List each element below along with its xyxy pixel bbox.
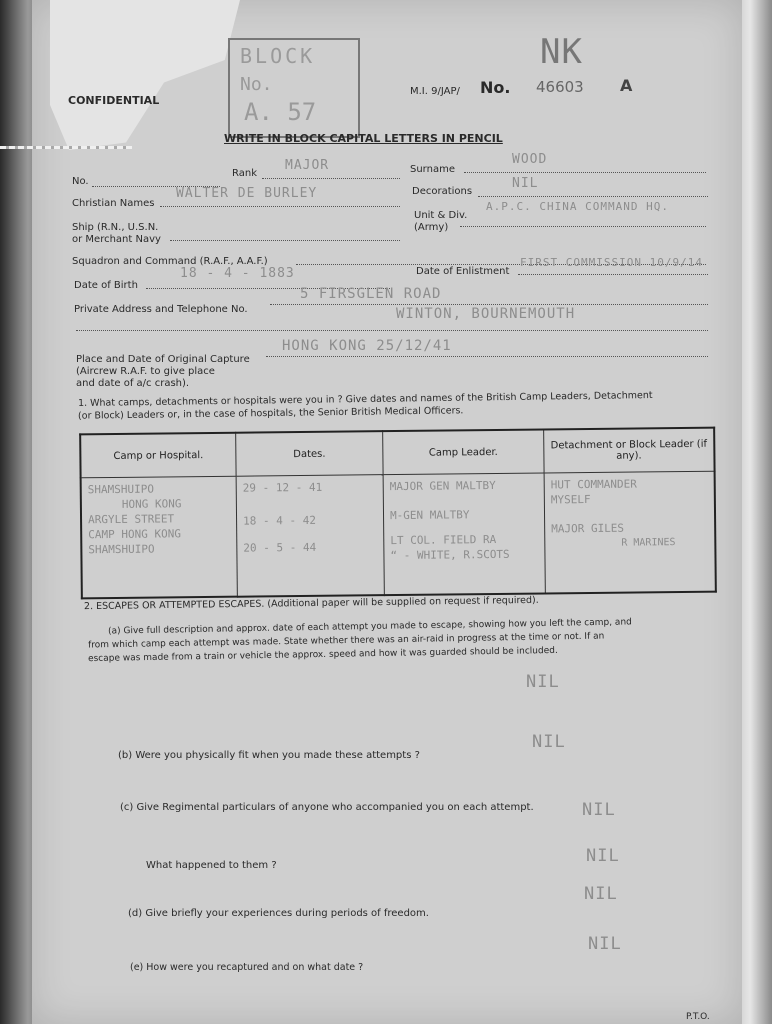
pto-label: P.T.O.: [686, 1012, 710, 1022]
stamp-line-2: No.: [240, 74, 273, 95]
block-leader-entry: R MARINES: [621, 537, 676, 549]
leader-entry: “ - WHITE, R.SCOTS: [390, 547, 510, 563]
enlistment-value: FIRST COMMISSION 10/9/14: [520, 256, 703, 269]
ship-label-2: or Merchant Navy: [72, 234, 161, 245]
dates-cell: [236, 475, 384, 597]
header-camp: Camp or Hospital.: [80, 433, 236, 478]
block-leader-entry: HUT COMMANDER: [550, 477, 637, 492]
q2b-answer: NIL: [532, 732, 566, 752]
ship-label-1: Ship (R.N., U.S.N.: [72, 222, 159, 233]
q2c2-answer: NIL: [586, 846, 620, 866]
ship-line: [170, 240, 400, 241]
address-line-1: 5 FIRSGLEN ROAD: [300, 286, 442, 302]
leader-entry: LT COL. FIELD RA: [390, 532, 497, 548]
date-entry: 29 - 12 - 41: [242, 480, 323, 495]
decorations-value: NIL: [512, 176, 539, 191]
number-label: No.: [480, 78, 511, 97]
q2b-text: (b) Were you physically fit when you made these attempts ?: [118, 750, 420, 761]
q2c-text: (c) Give Regimental particulars of anyone who accompanied you on each attempt.: [120, 802, 534, 813]
unit-value: A.P.C. CHINA COMMAND HQ.: [486, 200, 669, 213]
enlistment-label: Date of Enlistment: [416, 266, 510, 277]
address-label: Private Address and Telephone No.: [74, 304, 248, 315]
camp-entry: SHAMSHUIPO: [88, 542, 155, 557]
camps-table: [79, 427, 717, 600]
q2a-text-2: from which camp each attempt was made. State whether there was an air-raid in progress at the time or not. If an: [87, 631, 605, 651]
q2d-answer: NIL: [584, 884, 618, 904]
capture-line: [266, 356, 708, 357]
handwritten-initials: NK: [540, 32, 583, 72]
block-leaders-cell: [544, 471, 716, 593]
decorations-line: [478, 196, 708, 197]
address-line-2: WINTON, BOURNEMOUTH: [396, 306, 576, 322]
leaders-cell: [383, 473, 545, 595]
q2a-text-1: (a) Give full description and approx. date of each attempt you made to escape, showing how you left the camp, and: [107, 617, 632, 637]
date-entry: 20 - 5 - 44: [243, 540, 317, 555]
rank-label: Rank: [232, 168, 257, 179]
camps-table-body-row: [81, 471, 716, 598]
christian-names-label: Christian Names: [72, 198, 155, 209]
q2c-answer: NIL: [582, 800, 616, 820]
camp-entry: ARGYLE STREET: [87, 512, 175, 527]
surname-line: [464, 172, 706, 173]
confidential-label: CONFIDENTIAL: [68, 94, 160, 107]
q2e-text: (e) How were you recaptured and on what date ?: [130, 962, 364, 973]
q2a-answer: NIL: [526, 672, 560, 692]
block-leader-entry: MAJOR GILES: [551, 521, 625, 536]
form-ref: M.I. 9/JAP/: [410, 86, 460, 97]
surname-label: Surname: [410, 164, 455, 175]
torn-corner: [50, 0, 240, 150]
number-value: 46603: [536, 78, 584, 96]
q2d-text: (d) Give briefly your experiences during periods of freedom.: [128, 908, 429, 919]
unit-label-1: Unit & Div.: [414, 210, 468, 221]
enlistment-line: [518, 274, 708, 275]
rank-value: MAJOR: [285, 158, 330, 173]
address-rule-1: [270, 304, 708, 305]
header-camp-leader: Camp Leader.: [383, 429, 544, 474]
q2a-text-3: escape was made from a train or vehicle the approx. speed and how it was guarded should be included.: [87, 645, 558, 665]
block-leader-entry: MYSELF: [550, 492, 591, 507]
q2d2-answer: NIL: [588, 934, 622, 954]
address-rule-2: [76, 330, 708, 331]
q1-text-2: (or Block) Leaders or, in the case of hospitals, the Senior British Medical Officers.: [77, 405, 464, 422]
camp-entry: CAMP HONG KONG: [88, 527, 181, 542]
christian-names-line: [160, 206, 400, 207]
q2c2-text: What happened to them ?: [146, 860, 277, 871]
camps-cell: [81, 476, 238, 598]
block-stamp: [228, 38, 360, 138]
christian-names-value: WALTER DE BURLEY: [176, 186, 318, 201]
stamp-line-3: A. 57: [244, 98, 317, 126]
camp-entry: SHAMSHUIPO: [87, 482, 155, 497]
number-suffix: A: [620, 76, 633, 95]
surname-value: WOOD: [512, 152, 548, 167]
date-entry: 18 - 4 - 42: [243, 513, 316, 528]
leader-entry: MAJOR GEN MALTBY: [389, 478, 496, 494]
capture-label-3: and date of a/c crash).: [76, 378, 190, 389]
header-dates: Dates.: [236, 431, 383, 476]
header-block-leader: Detachment or Block Leader (if any).: [544, 428, 715, 473]
binding-string: [0, 146, 132, 149]
no-label: No.: [72, 176, 89, 187]
capture-label-1: Place and Date of Original Capture: [76, 354, 250, 365]
leader-entry: M-GEN MALTBY: [389, 508, 470, 523]
decorations-label: Decorations: [412, 186, 473, 197]
dob-value: 18 - 4 - 1883: [180, 266, 295, 281]
q1-text-1: 1. What camps, detachments or hospitals were you in ? Give dates and names of the British Camp Leaders, Detachment: [77, 389, 653, 410]
dob-label: Date of Birth: [74, 280, 138, 291]
capture-value: HONG KONG 25/12/41: [282, 338, 452, 354]
camp-entry: HONG KONG: [121, 497, 182, 511]
camps-table-header-row: [80, 428, 714, 478]
capture-label-2: (Aircrew R.A.F. to give place: [76, 366, 215, 377]
unit-line: [460, 226, 706, 227]
unit-label-2: (Army): [414, 222, 449, 233]
squadron-label: Squadron and Command (R.A.F., A.A.F.): [72, 256, 268, 267]
q2-heading: 2. ESCAPES OR ATTEMPTED ESCAPES. (Additional paper will be supplied on request if required).: [83, 594, 539, 613]
instruction-heading: WRITE IN BLOCK CAPITAL LETTERS IN PENCIL: [224, 132, 503, 145]
stamp-line-1: BLOCK: [240, 44, 316, 68]
rank-line: [262, 178, 400, 179]
